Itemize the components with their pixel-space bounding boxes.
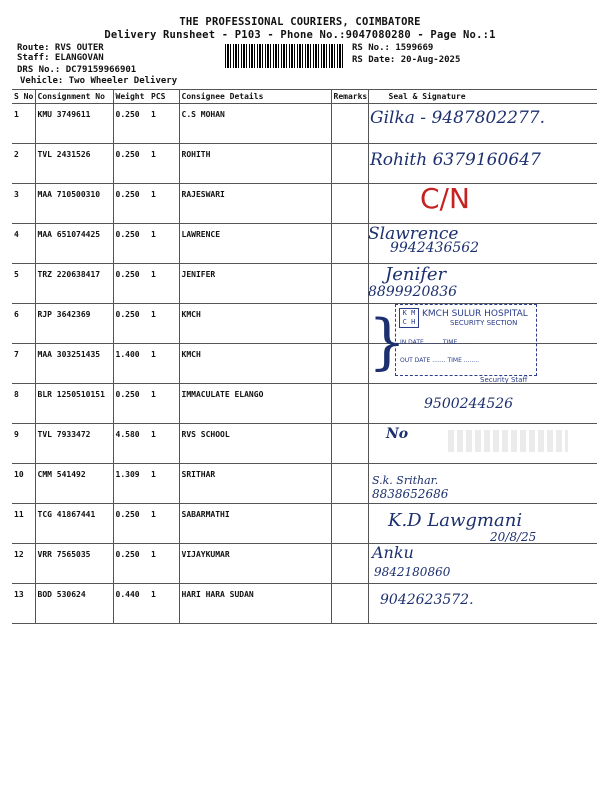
col-consignment: Consignment No xyxy=(35,90,113,104)
cell-weight: 0.250 xyxy=(113,104,149,144)
cell-consignment-no: TCG 41867441 xyxy=(35,504,113,544)
cell-sno: 7 xyxy=(12,344,35,384)
cell-weight: 1.400 xyxy=(113,344,149,384)
cell-weight: 0.250 xyxy=(113,304,149,344)
cell-sno: 2 xyxy=(12,144,35,184)
cell-pcs: 1 xyxy=(149,424,179,464)
rs-number: RS No.: 1599669 xyxy=(352,43,434,53)
cell-pcs: 1 xyxy=(149,184,179,224)
table-row xyxy=(12,184,597,224)
cell-remarks xyxy=(331,144,368,184)
signature-row-4-phone: 9942436562 xyxy=(390,240,480,256)
cell-remarks xyxy=(331,464,368,504)
cell-sno: 13 xyxy=(12,584,35,624)
cell-consignment-no: TRZ 220638417 xyxy=(35,264,113,304)
table-row xyxy=(12,464,597,504)
stamp-in-date: IN DATE ........ TIME ........ xyxy=(400,339,475,346)
cell-weight: 1.309 xyxy=(113,464,149,504)
cell-remarks xyxy=(331,184,368,224)
cell-pcs: 1 xyxy=(149,504,179,544)
cell-consignee: KMCH xyxy=(179,304,331,344)
cell-pcs: 1 xyxy=(149,304,179,344)
cell-consignee: SABARMATHI xyxy=(179,504,331,544)
cell-weight: 0.250 xyxy=(113,184,149,224)
signature-row-10-phone: 8838652686 xyxy=(372,487,449,501)
vehicle-label: Vehicle: Two Wheeler Delivery xyxy=(20,76,178,86)
cell-sno: 3 xyxy=(12,184,35,224)
signature-row-3: C/N xyxy=(420,182,470,215)
company-title: THE PROFESSIONAL COURIERS, COIMBATORE xyxy=(179,16,421,28)
cell-remarks xyxy=(331,424,368,464)
signature-row-5-phone: 8899920836 xyxy=(368,284,458,300)
table-row xyxy=(12,264,597,304)
rs-date: RS Date: 20-Aug-2025 xyxy=(352,55,461,65)
cell-consignee: HARI HARA SUDAN xyxy=(179,584,331,624)
cell-pcs: 1 xyxy=(149,144,179,184)
cell-consignment-no: VRR 7565035 xyxy=(35,544,113,584)
cell-weight: 0.250 xyxy=(113,504,149,544)
cell-sno: 8 xyxy=(12,384,35,424)
cell-weight: 0.440 xyxy=(113,584,149,624)
signature-row-11: K.D Lawgmani xyxy=(388,510,523,531)
cell-remarks xyxy=(331,384,368,424)
cell-remarks xyxy=(331,224,368,264)
cell-consignee: ROHITH xyxy=(179,144,331,184)
cell-consignment-no: RJP 3642369 xyxy=(35,304,113,344)
stamp-logo: K M C H xyxy=(399,308,419,328)
cell-remarks xyxy=(331,504,368,544)
cell-sno: 1 xyxy=(12,104,35,144)
cell-weight: 0.250 xyxy=(113,264,149,304)
stamp-security-staff: Security Staff xyxy=(480,376,528,384)
table-row xyxy=(12,224,597,264)
cell-sno: 4 xyxy=(12,224,35,264)
signature-row-13: 9042623572. xyxy=(380,592,474,608)
stamp-section: SECURITY SECTION xyxy=(450,319,518,327)
cell-consignment-no: BOD 530624 xyxy=(35,584,113,624)
cell-weight: 0.250 xyxy=(113,384,149,424)
stamp-out-date: OUT DATE ....... TIME ........ xyxy=(400,357,480,364)
cell-remarks xyxy=(331,304,368,344)
cell-consignee: LAWRENCE xyxy=(179,224,331,264)
cell-sno: 6 xyxy=(12,304,35,344)
table-row xyxy=(12,544,597,584)
cell-consignee: VIJAYKUMAR xyxy=(179,544,331,584)
cell-weight: 0.250 xyxy=(113,224,149,264)
cell-remarks xyxy=(331,584,368,624)
barcode xyxy=(225,44,343,68)
cell-consignee: KMCH xyxy=(179,344,331,384)
cell-pcs: 1 xyxy=(149,464,179,504)
cell-pcs: 1 xyxy=(149,344,179,384)
signature-row-11-date: 20/8/25 xyxy=(490,530,537,544)
cell-remarks xyxy=(331,104,368,144)
cell-sno: 10 xyxy=(12,464,35,504)
signature-row-12-phone: 9842180860 xyxy=(374,565,451,579)
col-sno: S No xyxy=(12,90,35,104)
cell-consignment-no: KMU 3749611 xyxy=(35,104,113,144)
cell-remarks xyxy=(331,264,368,304)
cell-sno: 12 xyxy=(12,544,35,584)
signature-row-1: Gilka - 9487802277. xyxy=(370,108,546,128)
col-remarks: Remarks xyxy=(331,90,368,104)
cell-weight: 4.580 xyxy=(113,424,149,464)
route-label: Route: RVS OUTER xyxy=(17,43,104,53)
cell-remarks xyxy=(331,344,368,384)
kmch-security-stamp xyxy=(395,304,537,376)
cell-pcs: 1 xyxy=(149,104,179,144)
staff-label: Staff: ELANGOVAN xyxy=(17,53,104,63)
runsheet-title: Delivery Runsheet - P103 - Phone No.:9047080280 - Page No.:1 xyxy=(104,29,496,41)
cell-remarks xyxy=(331,544,368,584)
cell-consignment-no: BLR 1250510151 xyxy=(35,384,113,424)
cell-pcs: 1 xyxy=(149,264,179,304)
cell-consignment-no: MAA 303251435 xyxy=(35,344,113,384)
cell-sno: 11 xyxy=(12,504,35,544)
signature-row-12-name: Anku xyxy=(372,543,414,562)
cell-consignee: RAJESWARI xyxy=(179,184,331,224)
cell-weight: 0.250 xyxy=(113,144,149,184)
signature-row-8: 9500244526 xyxy=(424,396,514,412)
col-pcs: PCS xyxy=(149,90,179,104)
cell-consignee: RVS SCHOOL xyxy=(179,424,331,464)
signature-row-4-name: Slawrence xyxy=(368,224,459,244)
cell-consignment-no: TVL 2431526 xyxy=(35,144,113,184)
stamp-name: KMCH SULUR HOSPITAL xyxy=(422,309,528,319)
signature-row-9: No xyxy=(386,426,409,442)
col-consignee: Consignee Details xyxy=(179,90,331,104)
drs-label: DRS No.: DC79159966901 xyxy=(17,65,137,75)
cell-consignment-no: TVL 7933472 xyxy=(35,424,113,464)
cell-consignee: JENIFER xyxy=(179,264,331,304)
table-header-row xyxy=(12,90,597,104)
cell-sno: 5 xyxy=(12,264,35,304)
cell-pcs: 1 xyxy=(149,584,179,624)
cell-sno: 9 xyxy=(12,424,35,464)
table-row xyxy=(12,584,597,624)
signature-row-10-name: S.k. Srithar. xyxy=(372,474,439,487)
col-signature: Seal & Signature xyxy=(368,90,597,104)
cell-weight: 0.250 xyxy=(113,544,149,584)
col-weight: Weight xyxy=(113,90,149,104)
signature-row-5-name: Jenifer xyxy=(385,264,447,285)
cell-seal-signature xyxy=(368,184,597,224)
cell-consignment-no: MAA 651074425 xyxy=(35,224,113,264)
cell-pcs: 1 xyxy=(149,384,179,424)
cell-consignment-no: MAA 710500310 xyxy=(35,184,113,224)
brace-mark: } xyxy=(368,307,407,377)
cell-consignee: SRITHAR xyxy=(179,464,331,504)
cell-consignment-no: CMM 541492 xyxy=(35,464,113,504)
cell-consignee: C.S MOHAN xyxy=(179,104,331,144)
signature-row-2: Rohith 6379160647 xyxy=(370,150,541,170)
cell-pcs: 1 xyxy=(149,544,179,584)
cell-consignee: IMMACULATE ELANGO xyxy=(179,384,331,424)
faint-stamp xyxy=(448,430,568,452)
cell-pcs: 1 xyxy=(149,224,179,264)
